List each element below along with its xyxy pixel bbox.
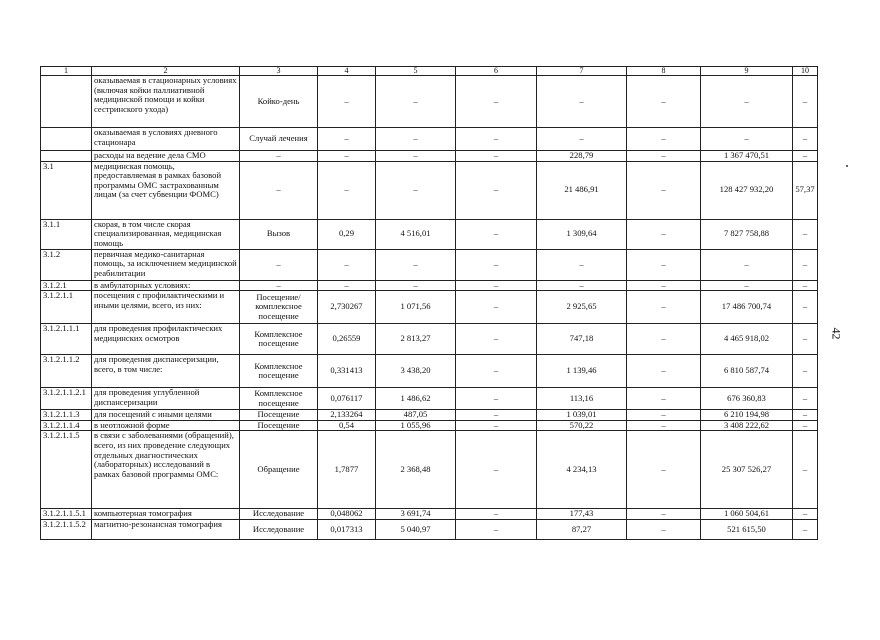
table-cell: Комплексное посещение — [240, 388, 318, 410]
row-description: магнитно-резонансная томография — [92, 519, 240, 539]
table-cell: – — [793, 76, 818, 128]
row-code: 3.1.2.1.1.4 — [41, 420, 92, 431]
table-cell: – — [627, 509, 701, 520]
row-code — [41, 128, 92, 151]
table-cell: – — [627, 431, 701, 509]
table-cell: 5 040,97 — [376, 519, 456, 539]
header-cell: 6 — [456, 67, 537, 76]
table-cell: – — [537, 76, 627, 128]
table-cell: – — [376, 161, 456, 219]
table-cell: 1 055,96 — [376, 420, 456, 431]
table-cell: 1 039,01 — [537, 410, 627, 421]
header-cell: 5 — [376, 67, 456, 76]
table-cell: – — [456, 410, 537, 421]
header-cell: 2 — [92, 67, 240, 76]
table-cell: – — [627, 410, 701, 421]
table-cell: – — [701, 280, 793, 291]
row-code: 3.1.2.1.1.3 — [41, 410, 92, 421]
row-code: 3.1.2.1.1 — [41, 291, 92, 324]
table-row — [41, 388, 818, 410]
table-cell: 1 309,64 — [537, 219, 627, 249]
table-cell: 0,26559 — [318, 324, 376, 355]
table-cell: – — [627, 219, 701, 249]
table-cell: 4 465 918,02 — [701, 324, 793, 355]
header-cell: 10 — [793, 67, 818, 76]
table-cell: 4 516,01 — [376, 219, 456, 249]
table-row — [41, 519, 818, 539]
table-cell: – — [793, 219, 818, 249]
table-cell: – — [701, 76, 793, 128]
row-code: 3.1.2.1.1.5.1 — [41, 509, 92, 520]
table-cell: 487,05 — [376, 410, 456, 421]
table-row — [41, 355, 818, 388]
table-cell: – — [456, 249, 537, 280]
table-row — [41, 128, 818, 151]
page-number: 42 — [829, 327, 844, 340]
table-cell: – — [376, 280, 456, 291]
row-description: для проведения углубленной диспансеризации — [92, 388, 240, 410]
table-cell: 21 486,91 — [537, 161, 627, 219]
table-cell: 1 060 504,61 — [701, 509, 793, 520]
table-cell: – — [318, 151, 376, 162]
table-cell: 228,79 — [537, 151, 627, 162]
table-cell: – — [793, 151, 818, 162]
table-cell: – — [627, 355, 701, 388]
row-code: 3.1.1 — [41, 219, 92, 249]
table-cell: – — [793, 355, 818, 388]
table-cell: – — [318, 128, 376, 151]
table-cell: – — [627, 249, 701, 280]
row-code: 3.1.2.1.1.5.2 — [41, 519, 92, 539]
row-description: для проведения профилактических медицинских осмотров — [92, 324, 240, 355]
table-cell: Посещение/ комплексное посещение — [240, 291, 318, 324]
row-code — [41, 76, 92, 128]
table-cell: 4 234,13 — [537, 431, 627, 509]
table-cell: – — [793, 291, 818, 324]
table-cell: – — [627, 324, 701, 355]
table-cell: – — [456, 219, 537, 249]
table-cell: – — [793, 280, 818, 291]
table-cell: Комплексное посещение — [240, 324, 318, 355]
table-cell: 177,43 — [537, 509, 627, 520]
table-cell: 0,048062 — [318, 509, 376, 520]
table-cell: 0,331413 — [318, 355, 376, 388]
table-cell: Случай лечения — [240, 128, 318, 151]
table-cell: 1 071,56 — [376, 291, 456, 324]
table-cell: Посещение — [240, 410, 318, 421]
header-cell: 4 — [318, 67, 376, 76]
table-cell: – — [456, 519, 537, 539]
row-code: 3.1.2.1.1.1 — [41, 324, 92, 355]
table-cell: 128 427 932,20 — [701, 161, 793, 219]
table-cell: 7 827 758,88 — [701, 219, 793, 249]
table-cell: 0,017313 — [318, 519, 376, 539]
table-cell: – — [627, 76, 701, 128]
table-row — [41, 161, 818, 219]
table-row — [41, 280, 818, 291]
table-row — [41, 420, 818, 431]
table-cell: 3 691,74 — [376, 509, 456, 520]
row-description: в связи с заболеваниями (обращений), всего, из них проведение следующих отдельных диагностических (лабораторных) исследований в рамках базовой программы ОМС: — [92, 431, 240, 509]
row-description: для посещений с иными целями — [92, 410, 240, 421]
row-description: для проведения диспансеризации, всего, в том числе: — [92, 355, 240, 388]
table-cell: – — [793, 410, 818, 421]
table-cell: – — [456, 161, 537, 219]
table-cell: 1 367 470,51 — [701, 151, 793, 162]
row-code: 3.1.2.1 — [41, 280, 92, 291]
table-cell: – — [456, 509, 537, 520]
table-cell: – — [793, 249, 818, 280]
table-cell: – — [627, 388, 701, 410]
table-cell: 6 210 194,98 — [701, 410, 793, 421]
table-cell: 3 438,20 — [376, 355, 456, 388]
row-description: медицинская помощь, предоставляемая в рамках базовой программы ОМС застрахованным лицам (за счет субвенции ФОМС) — [92, 161, 240, 219]
header-cell: 7 — [537, 67, 627, 76]
table-cell: 747,18 — [537, 324, 627, 355]
table-cell: – — [793, 519, 818, 539]
row-code: 3.1.2 — [41, 249, 92, 280]
table-cell: – — [456, 420, 537, 431]
table-cell: – — [627, 291, 701, 324]
table-cell: – — [240, 151, 318, 162]
table-cell: – — [456, 151, 537, 162]
table-cell: – — [240, 280, 318, 291]
table-cell: Исследование — [240, 519, 318, 539]
table-row — [41, 219, 818, 249]
table-cell: – — [456, 355, 537, 388]
table-cell: – — [537, 249, 627, 280]
table-row — [41, 431, 818, 509]
table-cell: 1 139,46 — [537, 355, 627, 388]
table-cell: Обращение — [240, 431, 318, 509]
table-row — [41, 410, 818, 421]
table-cell: – — [701, 249, 793, 280]
table-cell: Койко-день — [240, 76, 318, 128]
header-cell: 9 — [701, 67, 793, 76]
table-cell: 0,076117 — [318, 388, 376, 410]
table-cell: 6 810 587,74 — [701, 355, 793, 388]
row-description: в неотложной форме — [92, 420, 240, 431]
table-cell: 2,730267 — [318, 291, 376, 324]
table-cell: – — [627, 280, 701, 291]
table-cell: – — [793, 324, 818, 355]
table-cell: 570,22 — [537, 420, 627, 431]
table-cell: 521 615,50 — [701, 519, 793, 539]
table-cell: – — [240, 249, 318, 280]
table-cell: – — [456, 431, 537, 509]
table-cell: 3 408 222,62 — [701, 420, 793, 431]
row-description: скорая, в том числе скорая специализированная, медицинская помощь — [92, 219, 240, 249]
table-cell: 676 360,83 — [701, 388, 793, 410]
table-cell: 2 925,65 — [537, 291, 627, 324]
table-cell: – — [701, 128, 793, 151]
table-row — [41, 76, 818, 128]
table-row — [41, 509, 818, 520]
row-description: первичная медико-санитарная помощь, за исключением медицинской реабилитации — [92, 249, 240, 280]
table-cell: 2 813,27 — [376, 324, 456, 355]
table-cell: 113,16 — [537, 388, 627, 410]
row-description: в амбулаторных условиях: — [92, 280, 240, 291]
row-code: 3.1 — [41, 161, 92, 219]
table-cell: 87,27 — [537, 519, 627, 539]
table-cell: – — [793, 420, 818, 431]
table-cell: – — [318, 161, 376, 219]
table-row — [41, 249, 818, 280]
table-cell: – — [627, 151, 701, 162]
table-cell: Исследование — [240, 509, 318, 520]
table-cell: – — [627, 420, 701, 431]
row-description: оказываемая в стационарных условиях (включая койки паллиативной медицинской помощи и койки сестринского ухода) — [92, 76, 240, 128]
row-code — [41, 151, 92, 162]
table-cell: – — [537, 280, 627, 291]
table-cell: – — [793, 128, 818, 151]
table-cell: – — [318, 76, 376, 128]
table-cell: 2,133264 — [318, 410, 376, 421]
table-cell: – — [376, 151, 456, 162]
table-cell: – — [376, 249, 456, 280]
row-description: оказываемая в условиях дневного стационара — [92, 128, 240, 151]
table-cell: – — [456, 76, 537, 128]
table-cell: 0,54 — [318, 420, 376, 431]
table-cell: – — [376, 76, 456, 128]
table-cell: – — [627, 519, 701, 539]
row-code: 3.1.2.1.1.2.1 — [41, 388, 92, 410]
table-cell: 57,37 — [793, 161, 818, 219]
table-cell: – — [318, 249, 376, 280]
table-cell: – — [456, 280, 537, 291]
row-description: посещения с профилактическими и иными целями, всего, из них: — [92, 291, 240, 324]
table-cell: Комплексное посещение — [240, 355, 318, 388]
header-cell: 3 — [240, 67, 318, 76]
table-cell: Посещение — [240, 420, 318, 431]
table-cell: – — [456, 324, 537, 355]
table-cell: – — [318, 280, 376, 291]
header-cell: 1 — [41, 67, 92, 76]
table-cell: – — [456, 128, 537, 151]
table-row — [41, 291, 818, 324]
table-cell: 2 368,48 — [376, 431, 456, 509]
table-cell: – — [627, 128, 701, 151]
data-table — [40, 66, 818, 540]
table-cell: – — [793, 431, 818, 509]
table-cell: – — [456, 388, 537, 410]
row-description: расходы на ведение дела СМО — [92, 151, 240, 162]
header-row — [41, 67, 818, 76]
table-cell: – — [240, 161, 318, 219]
table-cell: – — [793, 388, 818, 410]
table-cell: – — [456, 291, 537, 324]
row-description: компьютерная томография — [92, 509, 240, 520]
table-cell: Вызов — [240, 219, 318, 249]
table-cell: – — [376, 128, 456, 151]
table-cell: – — [627, 161, 701, 219]
row-code: 3.1.2.1.1.5 — [41, 431, 92, 509]
scan-mark — [846, 165, 848, 167]
row-code: 3.1.2.1.1.2 — [41, 355, 92, 388]
table-row — [41, 324, 818, 355]
table-cell: – — [537, 128, 627, 151]
table-cell: 0,29 — [318, 219, 376, 249]
table-cell: 1 486,62 — [376, 388, 456, 410]
table-cell: 17 486 700,74 — [701, 291, 793, 324]
table-cell: – — [793, 509, 818, 520]
table-row — [41, 151, 818, 162]
header-cell: 8 — [627, 67, 701, 76]
table-cell: 25 307 526,27 — [701, 431, 793, 509]
table-cell: 1,7877 — [318, 431, 376, 509]
